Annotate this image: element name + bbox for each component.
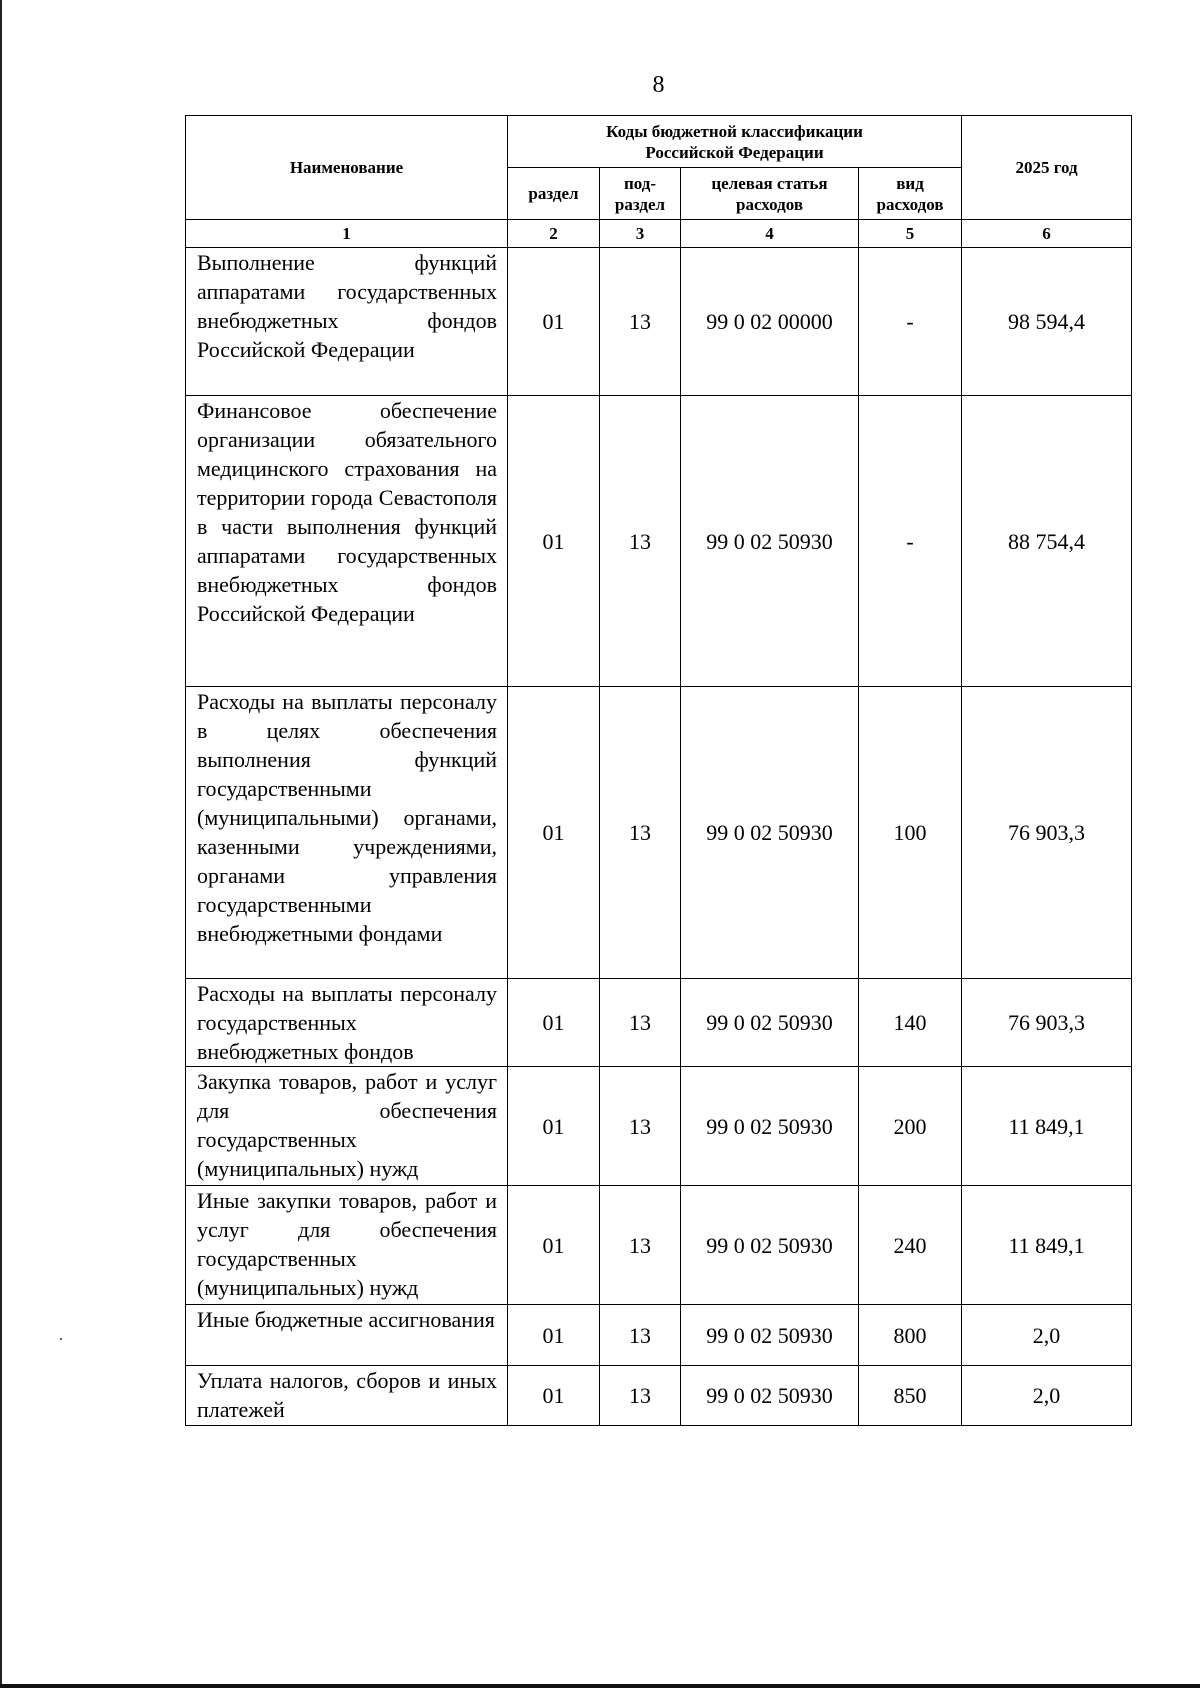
row-subsection: 13 xyxy=(600,1067,681,1186)
row-amount: 11 849,1 xyxy=(962,1186,1132,1305)
row-expense-type: - xyxy=(859,396,962,687)
row-name: Иные бюджетные ассигнования xyxy=(186,1305,508,1366)
row-section: 01 xyxy=(508,979,600,1067)
row-target-article: 99 0 02 50930 xyxy=(681,1067,859,1186)
row-subsection: 13 xyxy=(600,687,681,979)
row-expense-type: 200 xyxy=(859,1067,962,1186)
table-row xyxy=(186,687,1132,979)
column-number: 6 xyxy=(962,220,1132,248)
row-amount: 2,0 xyxy=(962,1305,1132,1366)
row-expense-type: 140 xyxy=(859,979,962,1067)
header-name: Наименование xyxy=(186,116,508,220)
row-section: 01 xyxy=(508,396,600,687)
table-row xyxy=(186,1186,1132,1305)
row-subsection: 13 xyxy=(600,248,681,396)
row-target-article: 99 0 02 50930 xyxy=(681,1305,859,1366)
row-name: Финансовое обеспечение организации обязательного медицинского страхования на территории города Севастополя в части выполнения функций аппаратами государственных внебюджетных фондов Российской Федерации xyxy=(186,396,508,687)
row-amount: 76 903,3 xyxy=(962,687,1132,979)
page-number: 8 xyxy=(652,72,665,98)
row-name: Закупка товаров, работ и услуг для обеспечения государственных (муниципальных) нужд xyxy=(186,1067,508,1186)
row-target-article: 99 0 02 50930 xyxy=(681,1186,859,1305)
row-section: 01 xyxy=(508,687,600,979)
column-number: 2 xyxy=(508,220,600,248)
row-amount: 11 849,1 xyxy=(962,1067,1132,1186)
header-year: 2025 год xyxy=(962,116,1132,220)
row-target-article: 99 0 02 50930 xyxy=(681,687,859,979)
row-amount: 76 903,3 xyxy=(962,979,1132,1067)
table-row xyxy=(186,1067,1132,1186)
table-row xyxy=(186,979,1132,1067)
row-subsection: 13 xyxy=(600,1366,681,1426)
row-section: 01 xyxy=(508,1067,600,1186)
header-row-top xyxy=(186,116,1132,168)
row-target-article: 99 0 02 50930 xyxy=(681,396,859,687)
row-name: Расходы на выплаты персоналу в целях обеспечения выполнения функций государственными (муниципальными) органами, казенными учреждениями, органами управления государственными внебюджетными фондами xyxy=(186,687,508,979)
header-target-article: целевая статья расходов xyxy=(681,168,859,220)
row-section: 01 xyxy=(508,1366,600,1426)
row-subsection: 13 xyxy=(600,1305,681,1366)
column-number: 5 xyxy=(859,220,962,248)
scan-speck xyxy=(60,1338,62,1340)
table-row xyxy=(186,396,1132,687)
header-section: раздел xyxy=(508,168,600,220)
row-subsection: 13 xyxy=(600,979,681,1067)
row-name: Выполнение функций аппаратами государственных внебюджетных фондов Российской Федерации xyxy=(186,248,508,396)
row-amount: 88 754,4 xyxy=(962,396,1132,687)
column-number: 4 xyxy=(681,220,859,248)
header-expense-type: вид расходов xyxy=(859,168,962,220)
row-target-article: 99 0 02 50930 xyxy=(681,979,859,1067)
table-row xyxy=(186,1305,1132,1366)
row-expense-type: 850 xyxy=(859,1366,962,1426)
column-number: 3 xyxy=(600,220,681,248)
row-name: Уплата налогов, сборов и иных платежей xyxy=(186,1366,508,1426)
table-header xyxy=(186,116,1132,248)
table-body xyxy=(186,248,1132,1426)
table-row xyxy=(186,1366,1132,1426)
row-expense-type: - xyxy=(859,248,962,396)
row-expense-type: 800 xyxy=(859,1305,962,1366)
header-subsection: под-раздел xyxy=(600,168,681,220)
scan-edge-left xyxy=(0,0,2,1688)
row-name: Иные закупки товаров, работ и услуг для обеспечения государственных (муниципальных) нужд xyxy=(186,1186,508,1305)
row-target-article: 99 0 02 00000 xyxy=(681,248,859,396)
row-subsection: 13 xyxy=(600,1186,681,1305)
row-target-article: 99 0 02 50930 xyxy=(681,1366,859,1426)
row-section: 01 xyxy=(508,1186,600,1305)
row-section: 01 xyxy=(508,248,600,396)
header-codes-group: Коды бюджетной классификации Российской Федерации xyxy=(508,116,962,168)
row-section: 01 xyxy=(508,1305,600,1366)
column-number: 1 xyxy=(186,220,508,248)
row-amount: 2,0 xyxy=(962,1366,1132,1426)
column-number-row xyxy=(186,220,1132,248)
row-expense-type: 240 xyxy=(859,1186,962,1305)
row-expense-type: 100 xyxy=(859,687,962,979)
row-subsection: 13 xyxy=(600,396,681,687)
table-row xyxy=(186,248,1132,396)
row-name: Расходы на выплаты персоналу государственных внебюджетных фондов xyxy=(186,979,508,1067)
scan-edge-bottom xyxy=(0,1684,1200,1688)
row-amount: 98 594,4 xyxy=(962,248,1132,396)
budget-table xyxy=(185,115,1132,1426)
